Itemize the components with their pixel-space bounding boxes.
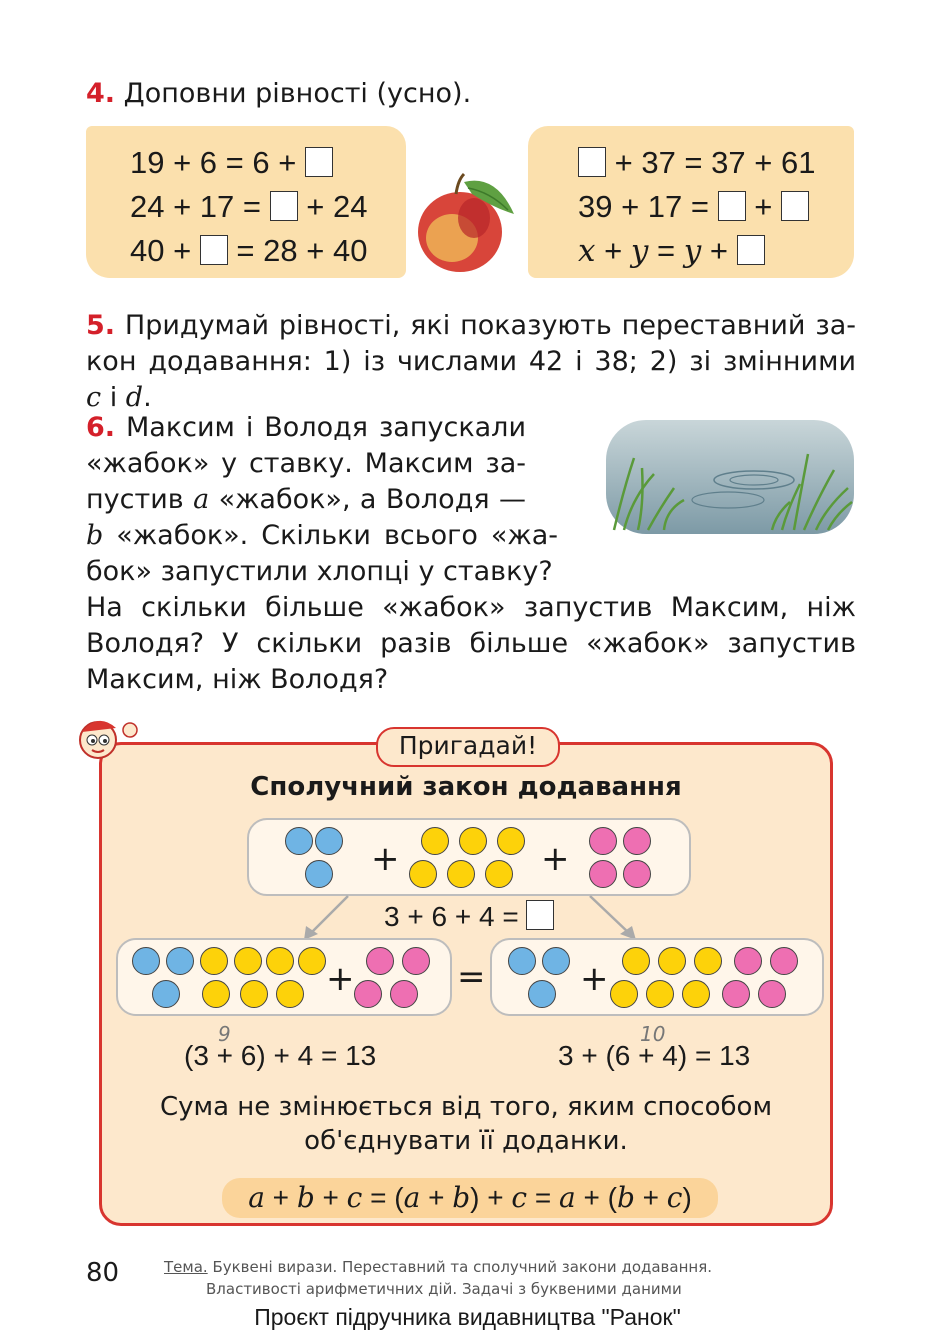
yellow-dot — [234, 947, 262, 975]
pink-dot — [758, 980, 786, 1008]
op: + — [264, 1182, 297, 1213]
yellow-dot — [485, 860, 513, 888]
yellow-dot — [610, 980, 638, 1008]
op: + — [314, 1182, 347, 1213]
blue-dot — [542, 947, 570, 975]
equals-sign: = — [457, 957, 486, 997]
equation-1 — [130, 142, 333, 184]
equation-2-text-b: + 24 — [297, 189, 368, 224]
topic-line-1 — [164, 1258, 712, 1276]
task-6-number: 6. — [86, 412, 116, 443]
var-a: a — [559, 1181, 576, 1214]
task-6-line-4 — [86, 518, 558, 554]
note-left: 9 — [218, 1022, 231, 1046]
mascot-icon — [72, 712, 144, 760]
blue-dot — [305, 860, 333, 888]
pink-dot — [770, 947, 798, 975]
yellow-dot — [266, 947, 294, 975]
pink-dot — [354, 980, 382, 1008]
var-c: c — [666, 1181, 683, 1214]
yellow-dot — [497, 827, 525, 855]
plus-sign: + — [541, 839, 570, 879]
formula-right: 3 + (6 + 4) = 13 — [558, 1040, 751, 1071]
var-c: c — [346, 1181, 363, 1214]
task-4-heading — [86, 76, 471, 112]
task-5-line-2 — [86, 344, 856, 380]
pink-dot — [390, 980, 418, 1008]
blue-dot — [508, 947, 536, 975]
equation-6 — [578, 230, 765, 272]
top-group — [247, 818, 691, 896]
var-b: b — [296, 1181, 315, 1214]
answer-box — [578, 147, 606, 177]
blue-dot — [315, 827, 343, 855]
yellow-dot — [622, 947, 650, 975]
blue-dot — [166, 947, 194, 975]
op: + — [595, 233, 631, 268]
plus-sign: + — [580, 959, 609, 999]
pink-dot — [402, 947, 430, 975]
var-y: y — [630, 233, 649, 269]
task-6-text-3a: пустив — [86, 484, 194, 515]
task-5-number: 5. — [86, 310, 116, 341]
task-4-text: Доповни рівності (усно). — [123, 78, 472, 109]
var-b: b — [452, 1181, 471, 1214]
plus-sign: + — [371, 839, 400, 879]
var-y: y — [683, 233, 702, 269]
topic-text-1: Буквені вирази. Переставний та сполучний закони додавання. — [207, 1258, 712, 1276]
sum-expression — [384, 900, 554, 933]
task-5-text-2: кон додавання: 1) із числами 42 і 38; 2) зі змінними — [86, 346, 856, 377]
page-number: 80 — [86, 1258, 120, 1288]
var-c: c — [511, 1181, 528, 1214]
pink-dot — [589, 860, 617, 888]
equation-2 — [130, 186, 367, 228]
equation-3-text-a: 40 + — [130, 233, 200, 268]
yellow-dot — [694, 947, 722, 975]
var-c: c — [86, 382, 102, 413]
task-6-line-3 — [86, 482, 526, 518]
yellow-dot — [202, 980, 230, 1008]
task-5-dot: . — [143, 382, 152, 413]
equation-5-text-a: 39 + 17 = — [578, 189, 718, 224]
op: + ( — [575, 1182, 617, 1213]
rule-line-1: Сума не змінюється від того, яким способом — [159, 1092, 773, 1122]
pink-dot — [734, 947, 762, 975]
remember-badge: Пригадай! — [376, 727, 560, 767]
apple-illustration — [410, 168, 522, 276]
pink-dot — [366, 947, 394, 975]
answer-box — [781, 191, 809, 221]
task-6-text-3b: «жабок», а Володя — — [209, 484, 526, 515]
equation-4 — [578, 142, 815, 184]
answer-box — [305, 147, 333, 177]
task-6-text-5: бок» запустили хлопці у ставку? — [86, 556, 553, 587]
rule-line-2: об'єднувати її доданки. — [304, 1126, 628, 1156]
var-d: d — [125, 382, 144, 413]
equation-3-text-b: = 28 + 40 — [227, 233, 368, 268]
pond-illustration — [604, 418, 856, 536]
pink-dot — [589, 827, 617, 855]
pink-dot — [722, 980, 750, 1008]
var-x: x — [578, 233, 596, 269]
answer-box — [718, 191, 746, 221]
op: ) — [682, 1182, 692, 1213]
var-b: b — [86, 520, 104, 551]
task-6-line-2 — [86, 446, 526, 482]
blue-dot — [132, 947, 160, 975]
task-6-line-6 — [86, 590, 856, 626]
task-6-text-1: Максим і Володя запускали — [126, 412, 526, 443]
op: = — [527, 1182, 559, 1213]
remember-title: Сполучний закон додавання — [250, 772, 682, 802]
left-group — [116, 938, 452, 1016]
var-a: a — [193, 484, 210, 515]
blue-dot — [152, 980, 180, 1008]
right-group — [490, 938, 824, 1016]
yellow-dot — [240, 980, 268, 1008]
op: + — [701, 233, 737, 268]
yellow-dot — [646, 980, 674, 1008]
task-6-text-7: Володя? У скільки разів більше «жабок» запустив — [86, 628, 856, 659]
task-6-line-1 — [86, 410, 526, 446]
op: = ( — [362, 1182, 404, 1213]
pink-dot — [623, 860, 651, 888]
equation-5 — [578, 186, 809, 228]
topic-label: Тема. — [164, 1258, 208, 1276]
yellow-dot — [421, 827, 449, 855]
rule-text — [99, 1090, 833, 1158]
left-equations-card — [86, 126, 406, 278]
op: = — [648, 233, 684, 268]
pink-dot — [623, 827, 651, 855]
task-6-line-8 — [86, 662, 388, 698]
task-4-number: 4. — [86, 78, 116, 109]
yellow-dot — [447, 860, 475, 888]
op: + — [634, 1182, 667, 1213]
answer-box — [526, 900, 554, 930]
yellow-dot — [276, 980, 304, 1008]
op: + — [420, 1182, 453, 1213]
answer-box — [737, 235, 765, 265]
task-5-and: і — [101, 382, 126, 413]
blue-dot — [528, 980, 556, 1008]
note-right: 10 — [640, 1022, 666, 1046]
equation-4-text: + 37 = 37 + 61 — [606, 145, 816, 180]
right-equations-card — [528, 126, 854, 278]
op: ) + — [470, 1182, 512, 1213]
task-6-text-2: «жабок» у ставку. Максим за- — [86, 448, 526, 479]
task-5-text-1: Придумай рівності, які показують переставний за- — [124, 310, 856, 341]
var-a: a — [248, 1181, 265, 1214]
topic-line-2: Властивості арифметичних дій. Задачі з буквеними даними — [206, 1280, 682, 1298]
task-6-text-8: Максим, ніж Володя? — [86, 664, 389, 695]
project-note: Проєкт підручника видавництва "Ранок" — [254, 1304, 681, 1330]
equation-2-text-a: 24 + 17 = — [130, 189, 270, 224]
equation-5-text-b: + — [745, 189, 781, 224]
yellow-dot — [409, 860, 437, 888]
yellow-dot — [298, 947, 326, 975]
yellow-dot — [682, 980, 710, 1008]
formula-left: (3 + 6) + 4 = 13 — [184, 1040, 377, 1071]
yellow-dot — [459, 827, 487, 855]
law-formula — [222, 1180, 718, 1216]
var-b: b — [616, 1181, 635, 1214]
task-5-line-1 — [86, 308, 856, 344]
answer-box — [200, 235, 228, 265]
sum-expression-text: 3 + 6 + 4 = — [384, 901, 527, 932]
equation-1-text: 19 + 6 = 6 + — [130, 145, 305, 180]
yellow-dot — [658, 947, 686, 975]
blue-dot — [285, 827, 313, 855]
task-6-text-4: «жабок». Скільки всього «жа- — [103, 520, 558, 551]
task-6-line-5 — [86, 554, 553, 590]
yellow-dot — [200, 947, 228, 975]
equation-3 — [130, 230, 367, 272]
task-6-text-6: На скільки більше «жабок» запустив Максим, ніж — [86, 592, 856, 623]
plus-sign: + — [326, 959, 355, 999]
var-a: a — [403, 1181, 421, 1214]
task-6-line-7 — [86, 626, 856, 662]
answer-box — [270, 191, 298, 221]
